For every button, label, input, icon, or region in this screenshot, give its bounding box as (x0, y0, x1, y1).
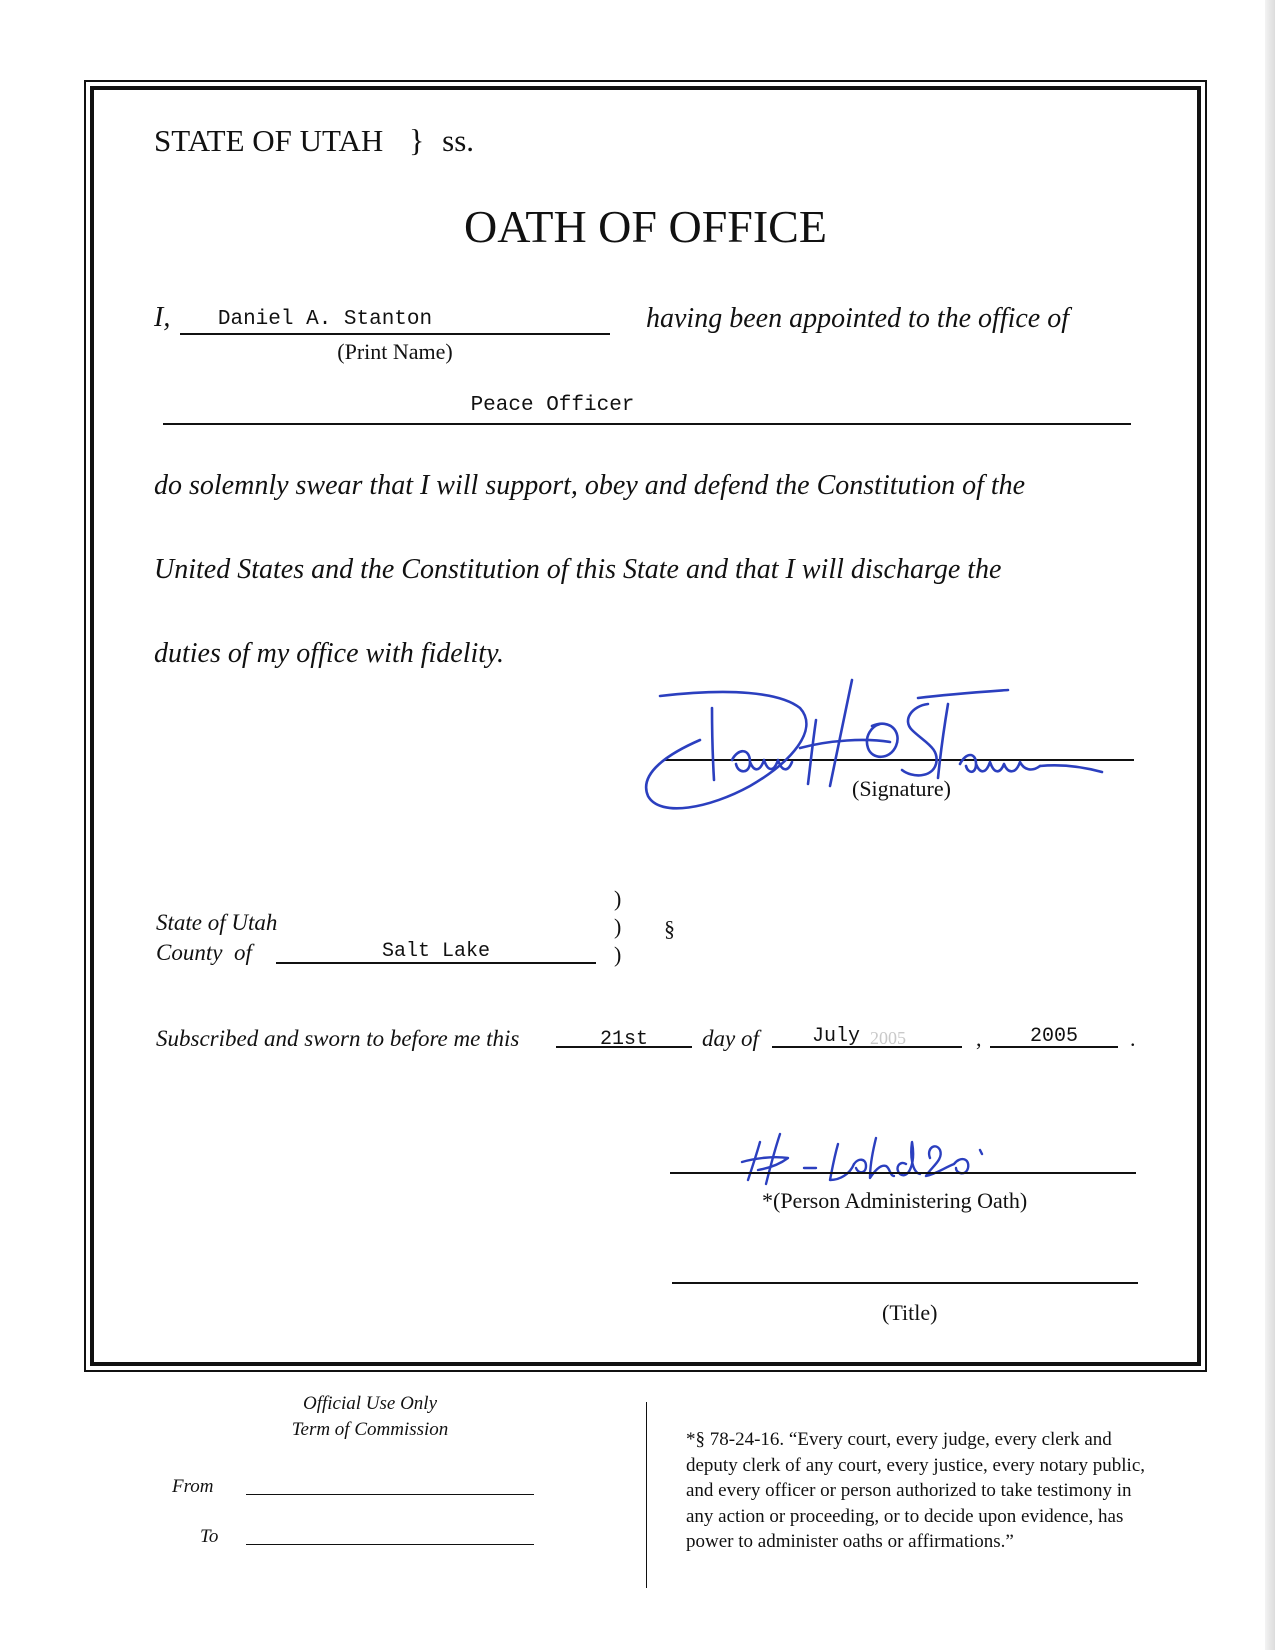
from-label: From (172, 1476, 214, 1497)
official-use-line-1: Official Use Only (302, 1393, 438, 1414)
state-label: STATE OF UTAH (154, 123, 384, 158)
month-value[interactable]: July (811, 1025, 860, 1048)
faint-year: 2005 (870, 1028, 906, 1048)
jurat-period: . (1130, 1026, 1136, 1051)
year-line (990, 1046, 1118, 1048)
year-value[interactable]: 2005 (1029, 1025, 1078, 1048)
day-of-text: day of (702, 1026, 759, 1051)
document-title: OATH OF OFFICE (464, 201, 827, 252)
venue-paren-3: ) (614, 942, 622, 967)
day-line (556, 1046, 692, 1048)
administrator-signature-image (740, 1128, 1000, 1193)
title-caption: (Title) (882, 1300, 938, 1325)
signature-caption: (Signature) (852, 776, 951, 801)
footnote-line-4: any action or proceeding, or to decide upon evidence, has (686, 1505, 1124, 1527)
page-edge (1265, 0, 1275, 1650)
footnote-line-2: deputy clerk of any court, every justice, every notary public, (686, 1454, 1145, 1476)
oath-body-line-1: do solemnly swear that I will support, obey and defend the Constitution of the (154, 470, 1026, 501)
section-symbol: § (664, 916, 675, 941)
office-value[interactable]: Peace Officer (470, 394, 635, 417)
signature-image (640, 668, 1120, 833)
to-label: To (200, 1526, 219, 1547)
office-line (163, 423, 1131, 425)
official-use-line-2: Term of Commission (291, 1419, 449, 1440)
venue-state: State of Utah (156, 910, 278, 935)
oath-body-line-2: United States and the Constitution of this State and that I will discharge the (154, 554, 1002, 585)
title-line (672, 1282, 1138, 1284)
state-header (154, 122, 474, 159)
subscribed-text: Subscribed and sworn to before me this (156, 1026, 520, 1051)
venue-paren-1: ) (614, 886, 622, 911)
oath-body-line-3: duties of my office with fidelity. (154, 638, 504, 669)
header-brace: } (409, 122, 425, 158)
print-name-line (180, 333, 610, 335)
print-name-value[interactable]: Daniel A. Stanton (217, 308, 433, 331)
from-line[interactable] (246, 1494, 534, 1495)
year-comma: , (976, 1026, 982, 1051)
county-line (276, 962, 596, 964)
footnote-line-1: *§ 78-24-16. “Every court, every judge, every clerk and (686, 1429, 1112, 1450)
to-line[interactable] (246, 1544, 534, 1545)
appointed-text: having been appointed to the office of (646, 303, 1070, 334)
administrator-line (670, 1172, 1136, 1174)
day-value[interactable]: 21st (599, 1028, 648, 1051)
i-label: I, (154, 302, 171, 333)
county-label: County of (156, 940, 252, 965)
statute-footnote (686, 1427, 1145, 1555)
section-divider (646, 1402, 647, 1588)
print-name-caption: (Print Name) (337, 339, 453, 364)
footnote-line-3: and every officer or person authorized to take testimony in (686, 1480, 1132, 1501)
footnote-line-5: power to administer oaths or affirmations.” (686, 1531, 1014, 1552)
county-value[interactable]: Salt Lake (381, 940, 491, 963)
month-line (772, 1046, 962, 1048)
venue-paren-2: ) (614, 914, 622, 939)
ss-label: ss. (442, 123, 475, 158)
administrator-caption: *(Person Administering Oath) (762, 1188, 1028, 1213)
